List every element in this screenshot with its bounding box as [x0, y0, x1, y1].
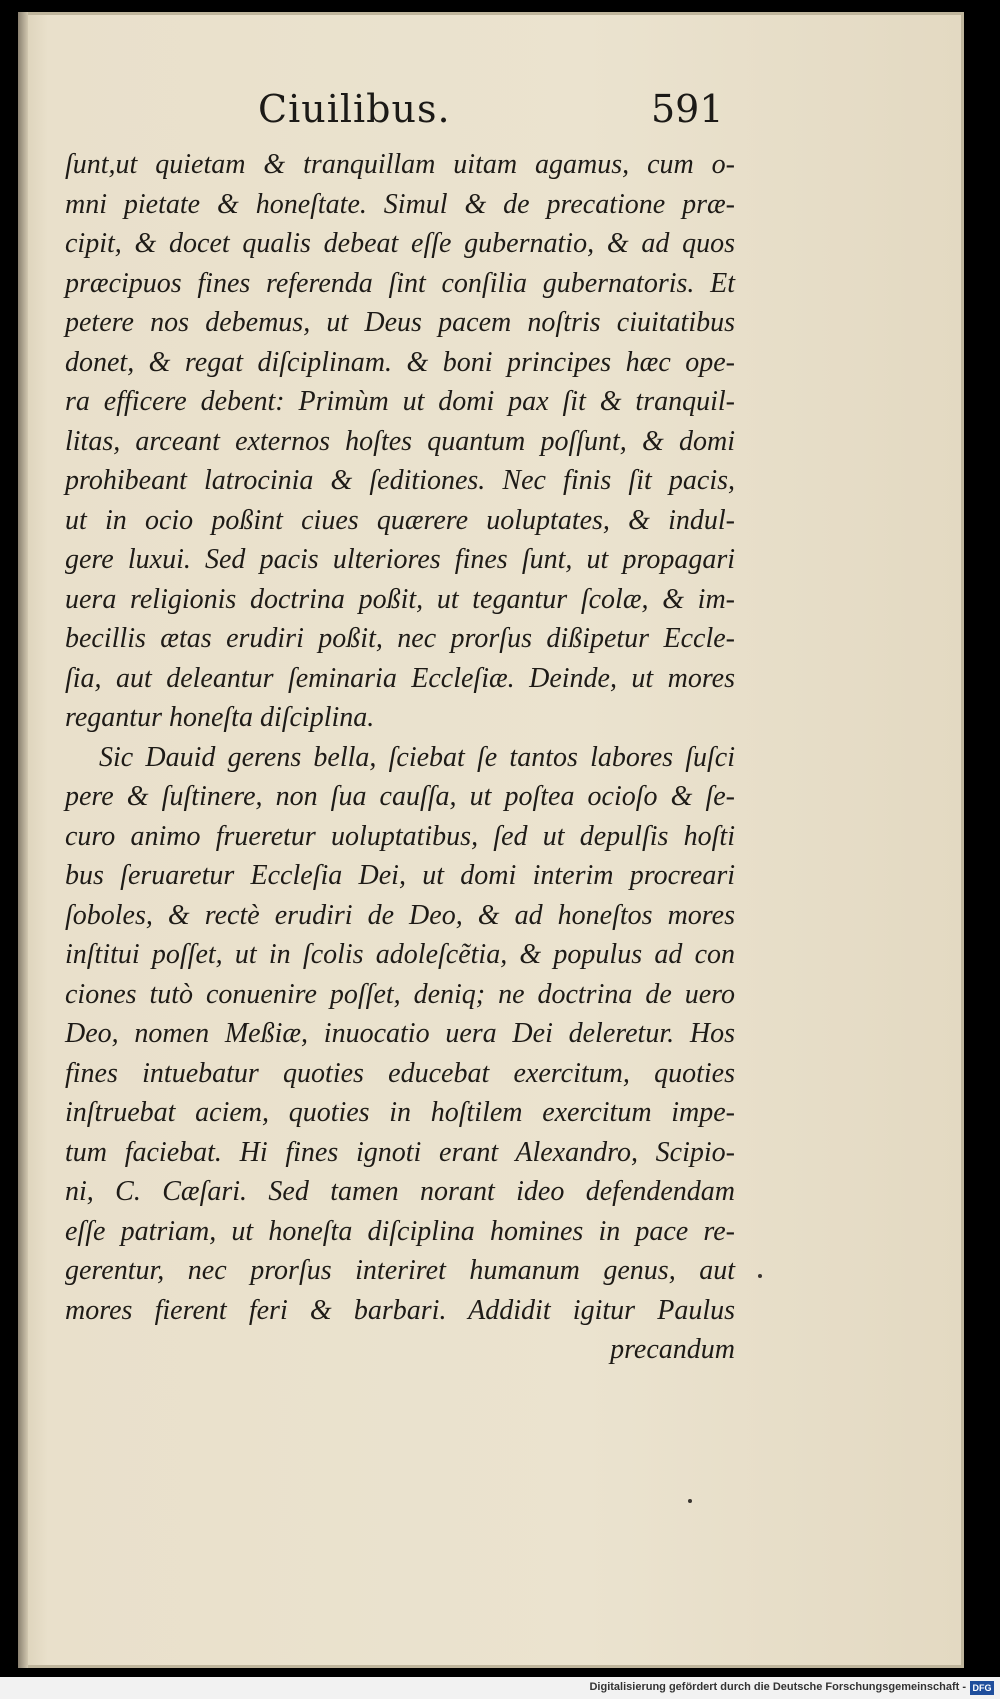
text-line: ra efficere debent: Primùm ut domi pax ſit & tranquil- [65, 386, 735, 417]
text-line: ſia, aut deleantur ſeminaria Eccleſiæ. Deinde, ut mores [65, 662, 735, 694]
paragraph [65, 145, 735, 738]
text-line: pere & ſuſtinere, non ſua cauſſa, ut poſtea ocioſo & ſe- [65, 781, 735, 812]
text-line: Deo, nomen Meßiæ, inuocatio uera Dei deleretur. Hos [65, 1018, 735, 1049]
running-head: Ciuilibus. [258, 87, 451, 131]
text-line: præcipuos fines referenda ſint conſilia gubernatoris. Et [65, 267, 735, 299]
text-line: fines intuebatur quoties educebat exercitum, quoties [65, 1057, 735, 1089]
text-line: curo animo frueretur uoluptatibus, ſed ut depulſis hoſti [65, 820, 735, 852]
text-line: gere luxui. Sed pacis ulteriores fines ſunt, ut propagari [65, 544, 735, 575]
text-line: ſoboles, & rectè erudiri de Deo, & ad honeſtos mores [65, 899, 735, 931]
text-line: ciones tutò conuenire poſſet, deniq; ne doctrina de uero [65, 978, 735, 1010]
digitization-footer [0, 1677, 1000, 1699]
page-number: 591 [651, 87, 724, 131]
text-line: donet, & regat diſciplinam. & boni principes hæc ope- [65, 346, 735, 378]
text-line: becillis ætas erudiri poßit, nec prorſus dißipetur Eccle- [65, 623, 735, 654]
page-edge-shadow [18, 12, 28, 1668]
body-text [65, 145, 735, 1370]
text-line: mores fierent feri & barbari. Addidit igitur Paulus [65, 1294, 735, 1326]
catchword: precandum [610, 1334, 735, 1365]
paragraph [65, 738, 735, 1331]
speck-mark [758, 1274, 762, 1278]
footer-credit: Digitalisierung gefördert durch die Deutsche Forschungsgemeinschaft - [589, 1681, 966, 1693]
paper-page [18, 12, 964, 1668]
page-header [18, 87, 964, 147]
text-line: gerentur, nec prorſus interiret humanum genus, aut [65, 1255, 735, 1286]
text-line: cipit, & docet qualis debeat eſſe gubernatio, & ad quos [65, 228, 735, 259]
text-line: regantur honeſta diſciplina. [65, 702, 375, 733]
dfg-logo-icon: DFG [970, 1681, 994, 1695]
text-line: tum faciebat. Hi fines ignoti erant Alexandro, Scipio- [65, 1136, 735, 1168]
text-line: mni pietate & honeſtate. Simul & de precatione præ- [65, 188, 735, 220]
text-line: ut in ocio poßint ciues quærere uoluptates, & indul- [65, 504, 735, 536]
text-line: ſunt,ut quietam & tranquillam uitam agamus, cum o- [65, 149, 735, 180]
text-line: ni, C. Cæſari. Sed tamen norant ideo defendendam [65, 1176, 735, 1207]
text-line: petere nos debemus, ut Deus pacem noſtris ciuitatibus [65, 307, 735, 338]
text-line: bus ſeruaretur Eccleſia Dei, ut domi interim procreari [65, 860, 735, 891]
text-line: prohibeant latrocinia & ſeditiones. Nec finis ſit pacis, [65, 465, 735, 496]
text-line: litas, arceant externos hoſtes quantum poſſunt, & domi [65, 425, 735, 457]
text-line: eſſe patriam, ut honeſta diſciplina homines in pace re- [65, 1215, 735, 1247]
text-line: Sic Dauid gerens bella, ſciebat ſe tantos labores ſuſci [99, 741, 735, 773]
text-line: inſtruebat aciem, quoties in hoſtilem exercitum impe- [65, 1097, 735, 1128]
speck-mark [688, 1499, 692, 1503]
text-line: inſtitui poſſet, ut in ſcolis adoleſcẽtia, & populus ad con [65, 939, 735, 970]
text-line: uera religionis doctrina poßit, ut tegantur ſcolæ, & im- [65, 583, 735, 615]
